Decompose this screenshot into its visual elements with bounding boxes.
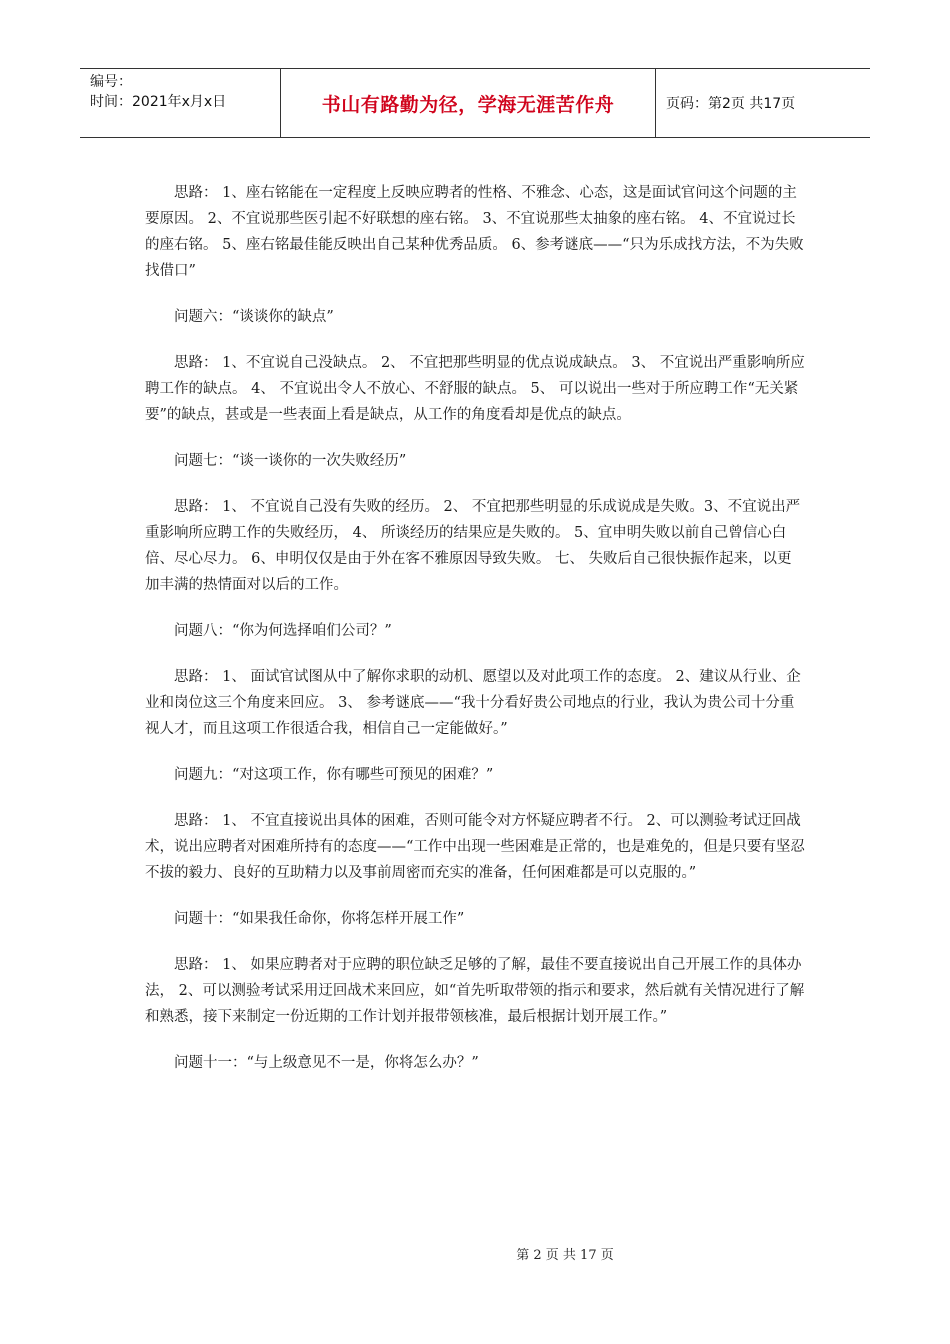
paragraph: 思路： 1、 如果应聘者对于应聘的职位缺乏足够的了解，最佳不要直接说出自己开展工作的具体办法， 2、可以测验考试采用迂回战术来回应，如“首先听取带领的指示和要求，然后就有关情况进行了解和熟悉，接下来制定一份近期的工作计划并报带领核准，最后根据计划开展工作。”: [145, 957, 805, 1025]
paragraph: 思路： 1、不宜说自己没缺点。 2、 不宜把那些明显的优点说成缺点。 3、 不宜说出严重影响所应聘工作的缺点。 4、 不宜说出令人不放心、不舒服的缺点。 5、 可以说出一些对于所应聘工作“无关紧要”的缺点，甚或是一些表面上看是缺点，从工作的角度看却是优点的缺点。: [145, 355, 805, 423]
number-label: 编号：: [90, 74, 132, 90]
time-label: 时间：2021年x月x日: [90, 94, 227, 110]
page-header: [80, 68, 870, 138]
question-heading: 问题七：“谈一谈你的一次失败经历”: [174, 453, 407, 469]
header-page-info: 页码：第2页 共17页: [666, 96, 796, 112]
page-footer: 第 2 页 共 17 页: [516, 1248, 614, 1263]
header-motto: 书山有路勤为径，学海无涯苦作舟: [281, 69, 656, 137]
question-heading: 问题十：“如果我任命你，你将怎样开展工作”: [174, 911, 465, 927]
question-heading: 问题八：“你为何选择咱们公司？”: [174, 623, 392, 639]
document-body: [145, 180, 805, 1096]
question-heading: 问题九：“对这项工作，你有哪些可预见的困难？”: [174, 767, 494, 783]
paragraph: 思路： 1、 面试官试图从中了解你求职的动机、愿望以及对此项工作的态度。 2、建议从行业、企业和岗位这三个角度来回应。 3、 参考谜底——“我十分看好贵公司地点的行业，我认为贵公司十分重视人才，而且这项工作很适合我，相信自己一定能做好。”: [145, 669, 801, 737]
header-meta: [80, 69, 281, 137]
question-heading: 问题十一：“与上级意见不一是，你将怎么办？”: [174, 1055, 479, 1071]
paragraph: 思路： 1、座右铭能在一定程度上反映应聘者的性格、不雅念、心态，这是面试官问这个问题的主要原因。 2、不宜说那些医引起不好联想的座右铭。 3、不宜说那些太抽象的座右铭。 4、不宜说过长的座右铭。 5、座右铭最佳能反映出自己某种优秀品质。 6、参考谜底——“只为乐成找方法，不为失败找借口”: [145, 185, 804, 279]
question-heading: 问题六：“谈谈你的缺点”: [174, 309, 334, 325]
paragraph: 思路： 1、 不宜直接说出具体的困难，否则可能令对方怀疑应聘者不行。 2、可以测验考试迂回战术，说出应聘者对困难所持有的态度——“工作中出现一些困难是正常的，也是难免的，但是只要有坚忍不拔的毅力、良好的互助精力以及事前周密而充实的准备，任何困难都是可以克服的。”: [145, 813, 805, 881]
paragraph: 思路： 1、 不宜说自己没有失败的经历。 2、 不宜把那些明显的乐成说成是失败。3、不宜说出严重影响所应聘工作的失败经历， 4、 所谈经历的结果应是失败的。 5、宜申明失败以前自己曾信心白倍、尽心尽力。 6、申明仅仅是由于外在客不雅原因导致失败。 七、 失败后自己很快振作起来，以更加丰满的热情面对以后的工作。: [145, 499, 801, 593]
